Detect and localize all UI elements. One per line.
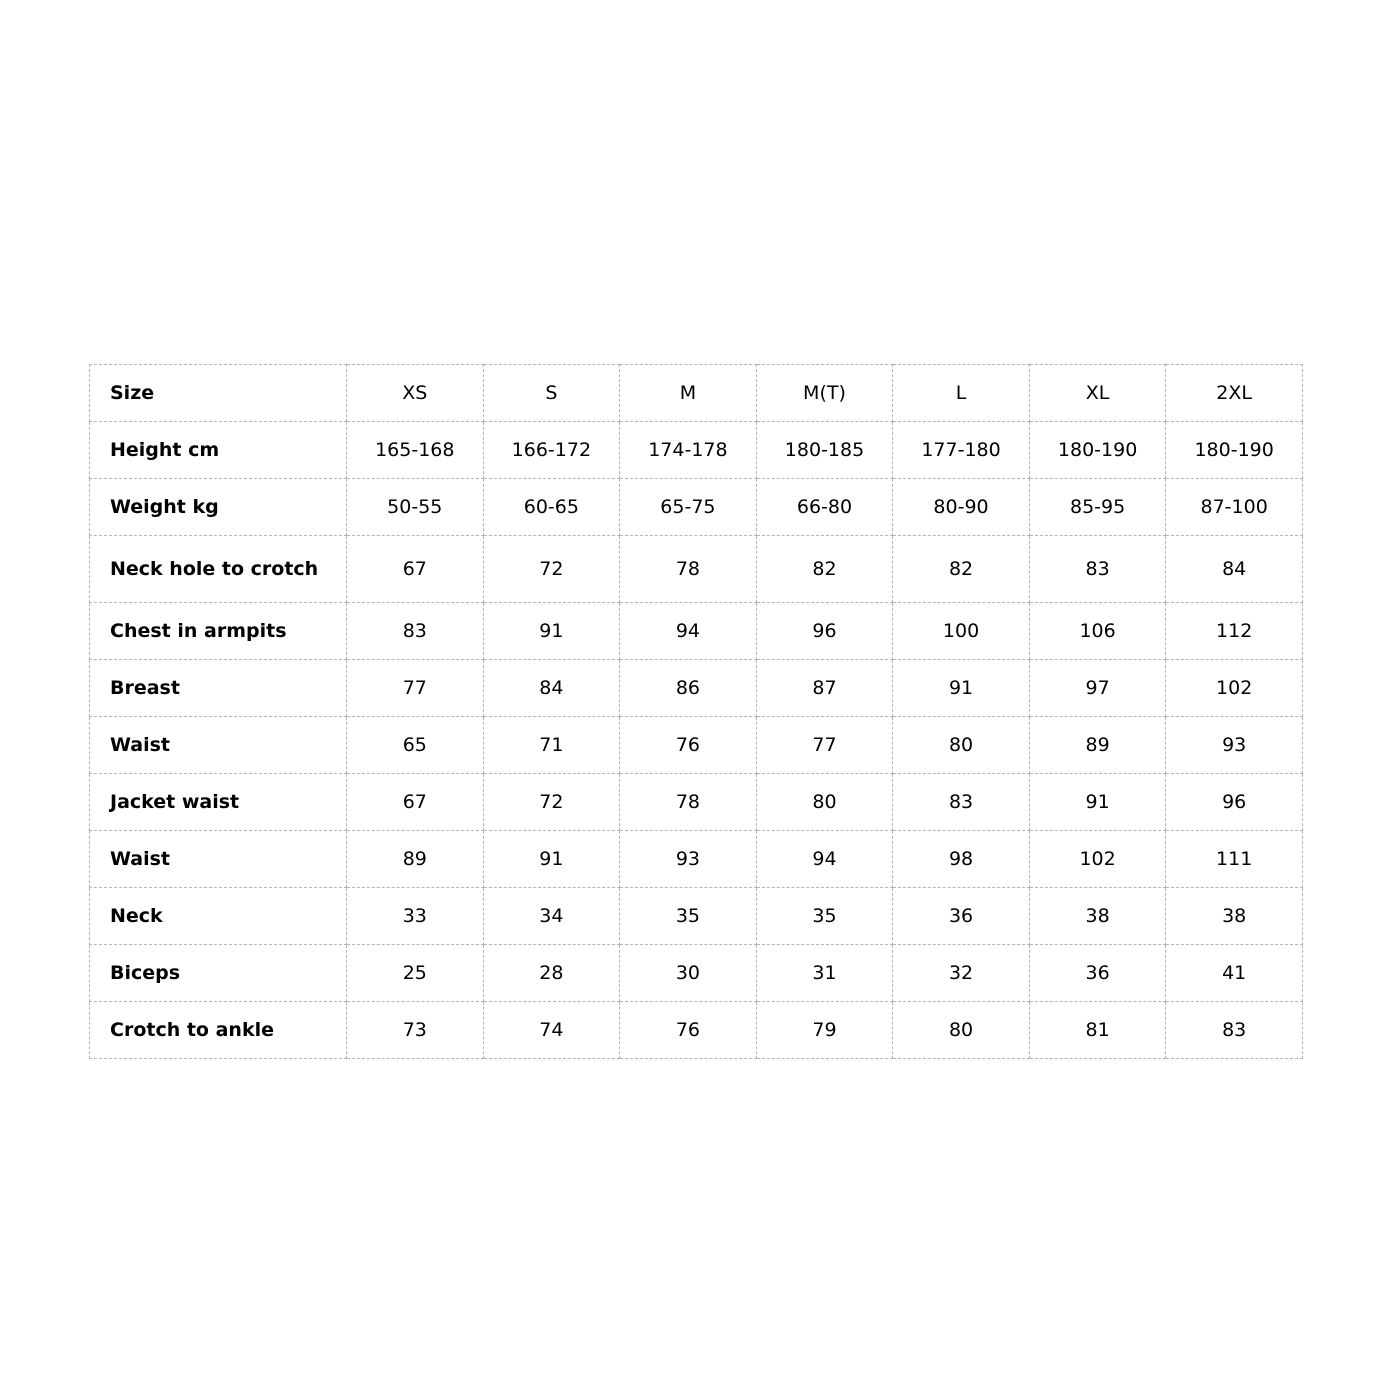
table-cell: 106 (1029, 603, 1166, 660)
row-label: Waist (90, 717, 347, 774)
table-cell: 94 (620, 603, 757, 660)
table-header-row (90, 365, 1303, 422)
table-cell: 77 (347, 660, 484, 717)
row-label: Waist (90, 831, 347, 888)
size-header-cell: M (620, 365, 757, 422)
table-cell: 28 (483, 945, 620, 1002)
table-cell: 82 (893, 536, 1030, 603)
table-cell: 180-190 (1029, 422, 1166, 479)
table-cell: 102 (1029, 831, 1166, 888)
size-chart-table (89, 364, 1303, 1059)
table-cell: 36 (1029, 945, 1166, 1002)
table-cell: 33 (347, 888, 484, 945)
table-cell: 41 (1166, 945, 1303, 1002)
table-row (90, 536, 1303, 603)
table-cell: 80 (893, 717, 1030, 774)
table-cell: 96 (1166, 774, 1303, 831)
table-cell: 166-172 (483, 422, 620, 479)
table-cell: 78 (620, 774, 757, 831)
table-cell: 93 (620, 831, 757, 888)
table-cell: 102 (1166, 660, 1303, 717)
table-row (90, 1002, 1303, 1059)
table-cell: 89 (347, 831, 484, 888)
table-row (90, 603, 1303, 660)
table-cell: 80 (893, 1002, 1030, 1059)
row-label: Neck (90, 888, 347, 945)
table-cell: 165-168 (347, 422, 484, 479)
table-cell: 177-180 (893, 422, 1030, 479)
table-cell: 89 (1029, 717, 1166, 774)
table-cell: 76 (620, 717, 757, 774)
table-cell: 84 (1166, 536, 1303, 603)
table-row (90, 831, 1303, 888)
table-row (90, 945, 1303, 1002)
table-cell: 91 (483, 603, 620, 660)
table-cell: 91 (893, 660, 1030, 717)
size-header-cell: 2XL (1166, 365, 1303, 422)
table-cell: 82 (756, 536, 893, 603)
table-cell: 96 (756, 603, 893, 660)
table-cell: 93 (1166, 717, 1303, 774)
table-cell: 72 (483, 536, 620, 603)
table-cell: 66-80 (756, 479, 893, 536)
table-cell: 83 (1029, 536, 1166, 603)
size-chart-body (90, 365, 1303, 1059)
row-label: Weight kg (90, 479, 347, 536)
row-label: Height cm (90, 422, 347, 479)
table-cell: 34 (483, 888, 620, 945)
table-cell: 98 (893, 831, 1030, 888)
table-cell: 79 (756, 1002, 893, 1059)
size-header-cell: XS (347, 365, 484, 422)
table-cell: 32 (893, 945, 1030, 1002)
table-cell: 38 (1166, 888, 1303, 945)
table-cell: 87-100 (1166, 479, 1303, 536)
size-header-label: Size (90, 365, 347, 422)
table-cell: 30 (620, 945, 757, 1002)
table-cell: 84 (483, 660, 620, 717)
table-cell: 91 (1029, 774, 1166, 831)
table-row (90, 422, 1303, 479)
table-cell: 91 (483, 831, 620, 888)
table-cell: 50-55 (347, 479, 484, 536)
table-cell: 81 (1029, 1002, 1166, 1059)
size-header-cell: M(T) (756, 365, 893, 422)
table-cell: 74 (483, 1002, 620, 1059)
table-cell: 67 (347, 774, 484, 831)
table-row (90, 660, 1303, 717)
row-label: Chest in armpits (90, 603, 347, 660)
table-cell: 72 (483, 774, 620, 831)
row-label: Biceps (90, 945, 347, 1002)
table-cell: 111 (1166, 831, 1303, 888)
table-cell: 80 (756, 774, 893, 831)
table-cell: 60-65 (483, 479, 620, 536)
table-cell: 174-178 (620, 422, 757, 479)
table-cell: 35 (620, 888, 757, 945)
table-cell: 80-90 (893, 479, 1030, 536)
table-cell: 85-95 (1029, 479, 1166, 536)
table-cell: 77 (756, 717, 893, 774)
size-header-cell: XL (1029, 365, 1166, 422)
table-cell: 76 (620, 1002, 757, 1059)
table-cell: 38 (1029, 888, 1166, 945)
table-cell: 71 (483, 717, 620, 774)
table-cell: 35 (756, 888, 893, 945)
table-cell: 83 (347, 603, 484, 660)
table-row (90, 717, 1303, 774)
row-label: Jacket waist (90, 774, 347, 831)
row-label: Neck hole to crotch (90, 536, 347, 603)
table-cell: 86 (620, 660, 757, 717)
table-cell: 180-190 (1166, 422, 1303, 479)
row-label: Breast (90, 660, 347, 717)
table-cell: 65-75 (620, 479, 757, 536)
table-cell: 73 (347, 1002, 484, 1059)
table-row (90, 888, 1303, 945)
table-cell: 78 (620, 536, 757, 603)
table-cell: 31 (756, 945, 893, 1002)
table-cell: 25 (347, 945, 484, 1002)
table-cell: 65 (347, 717, 484, 774)
table-cell: 112 (1166, 603, 1303, 660)
size-header-cell: S (483, 365, 620, 422)
table-row (90, 479, 1303, 536)
table-row (90, 774, 1303, 831)
table-cell: 94 (756, 831, 893, 888)
table-cell: 83 (893, 774, 1030, 831)
table-cell: 67 (347, 536, 484, 603)
row-label: Crotch to ankle (90, 1002, 347, 1059)
table-cell: 97 (1029, 660, 1166, 717)
size-header-cell: L (893, 365, 1030, 422)
table-cell: 180-185 (756, 422, 893, 479)
table-cell: 83 (1166, 1002, 1303, 1059)
table-cell: 100 (893, 603, 1030, 660)
table-cell: 87 (756, 660, 893, 717)
table-cell: 36 (893, 888, 1030, 945)
